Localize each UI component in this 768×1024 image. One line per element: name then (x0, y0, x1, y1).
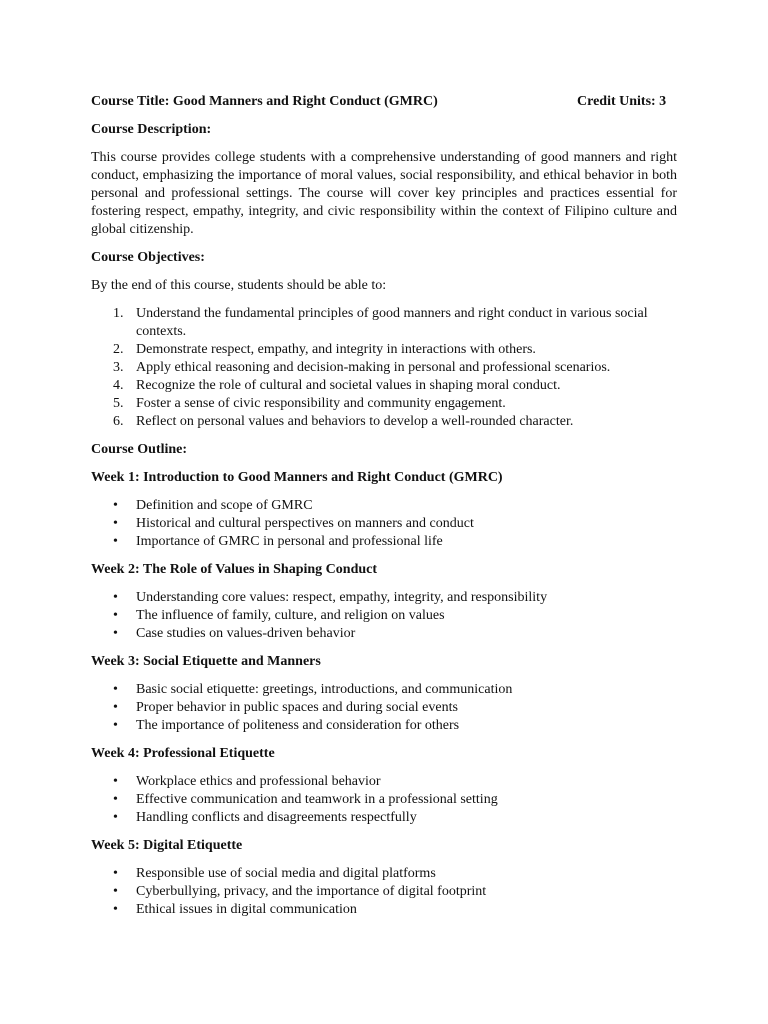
topic-text: Cyberbullying, privacy, and the importance of digital footprint (136, 884, 487, 899)
objective-number: 4. (113, 378, 124, 393)
week-title: Week 5: Digital Etiquette (91, 838, 243, 853)
bullet-icon: • (113, 774, 118, 789)
week-section (91, 469, 677, 551)
objective-text: Understand the fundamental principles of good manners and right conduct in various social contexts. (136, 306, 648, 339)
topic-text: Handling conflicts and disagreements respectfully (136, 810, 417, 825)
bullet-icon: • (113, 700, 118, 715)
objective-text: Apply ethical reasoning and decision-making in personal and professional scenarios. (136, 360, 611, 375)
week-title: Week 1: Introduction to Good Manners and Right Conduct (GMRC) (91, 470, 503, 485)
course-header (91, 93, 677, 111)
description-heading: Course Description: (91, 122, 212, 137)
objectives-list (91, 305, 677, 431)
objective-text: Demonstrate respect, empathy, and integrity in interactions with others. (136, 342, 536, 357)
topic-text: Responsible use of social media and digital platforms (136, 866, 436, 881)
objective-item (91, 377, 677, 395)
topic-item (91, 901, 677, 919)
objective-text: Foster a sense of civic responsibility and community engagement. (136, 396, 506, 411)
outline-heading: Course Outline: (91, 442, 188, 457)
objectives-heading: Course Objectives: (91, 250, 205, 265)
topic-text: The importance of politeness and consideration for others (136, 718, 460, 733)
bullet-icon: • (113, 626, 118, 641)
bullet-icon: • (113, 810, 118, 825)
topic-item (91, 883, 677, 901)
bullet-icon: • (113, 682, 118, 697)
bullet-icon: • (113, 608, 118, 623)
objective-text: Recognize the role of cultural and societal values in shaping moral conduct. (136, 378, 561, 393)
topic-item (91, 681, 677, 699)
topic-text: Historical and cultural perspectives on manners and conduct (136, 516, 474, 531)
topic-text: Workplace ethics and professional behavior (136, 774, 381, 789)
topic-item (91, 773, 677, 791)
week-section (91, 837, 677, 919)
topic-item (91, 607, 677, 625)
objective-item (91, 413, 677, 431)
objective-number: 3. (113, 360, 124, 375)
topic-text: Case studies on values-driven behavior (136, 626, 356, 641)
topic-text: Importance of GMRC in personal and professional life (136, 534, 443, 549)
objective-text: Reflect on personal values and behaviors to develop a well-rounded character. (136, 414, 574, 429)
topic-item (91, 515, 677, 533)
bullet-icon: • (113, 866, 118, 881)
bullet-icon: • (113, 534, 118, 549)
objective-item (91, 359, 677, 377)
week-section (91, 561, 677, 643)
objective-number: 6. (113, 414, 124, 429)
document-page (91, 93, 677, 919)
week-section (91, 745, 677, 827)
topic-item (91, 533, 677, 551)
objective-item (91, 341, 677, 359)
topic-item (91, 865, 677, 883)
bullet-icon: • (113, 792, 118, 807)
week-title: Week 3: Social Etiquette and Manners (91, 654, 321, 669)
topic-item (91, 625, 677, 643)
bullet-icon: • (113, 884, 118, 899)
bullet-icon: • (113, 902, 118, 917)
week-topics (91, 681, 677, 735)
week-topics (91, 865, 677, 919)
objective-number: 2. (113, 342, 124, 357)
topic-text: Understanding core values: respect, empathy, integrity, and responsibility (136, 590, 548, 605)
objective-number: 5. (113, 396, 124, 411)
topic-item (91, 497, 677, 515)
bullet-icon: • (113, 718, 118, 733)
topic-item (91, 717, 677, 735)
topic-item (91, 699, 677, 717)
objective-item (91, 305, 677, 341)
topic-text: The influence of family, culture, and religion on values (136, 608, 445, 623)
topic-text: Effective communication and teamwork in a professional setting (136, 792, 498, 807)
week-topics (91, 589, 677, 643)
bullet-icon: • (113, 590, 118, 605)
bullet-icon: • (113, 516, 118, 531)
objective-number: 1. (113, 306, 124, 321)
topic-item (91, 809, 677, 827)
course-title: Course Title: Good Manners and Right Conduct (GMRC) (91, 94, 438, 109)
objective-item (91, 395, 677, 413)
week-section (91, 653, 677, 735)
week-title: Week 2: The Role of Values in Shaping Conduct (91, 562, 378, 577)
topic-text: Basic social etiquette: greetings, introductions, and communication (136, 682, 513, 697)
description-text: This course provides college students with a comprehensive understanding of good manners and right conduct, emphasizing the importance of moral values, social responsibility, and ethical behavior in both personal and professional settings. The course will cover key principles and practices essential for fostering respect, empathy, integrity, and civic responsibility within the context of Filipino culture and global citizenship. (91, 150, 677, 237)
topic-item (91, 791, 677, 809)
topic-text: Definition and scope of GMRC (136, 498, 313, 513)
bullet-icon: • (113, 498, 118, 513)
topic-item (91, 589, 677, 607)
credit-units: Credit Units: 3 (577, 94, 667, 109)
topic-text: Proper behavior in public spaces and during social events (136, 700, 458, 715)
week-topics (91, 497, 677, 551)
objectives-intro: By the end of this course, students should be able to: (91, 278, 387, 293)
week-title: Week 4: Professional Etiquette (91, 746, 275, 761)
week-topics (91, 773, 677, 827)
topic-text: Ethical issues in digital communication (136, 902, 357, 917)
